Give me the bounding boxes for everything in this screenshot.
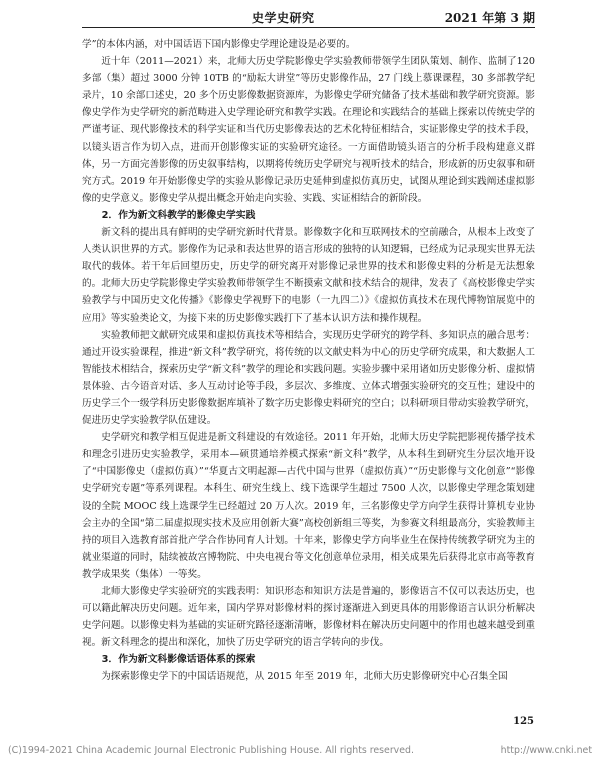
article-body	[82, 36, 535, 686]
issue-label: 2021 年第 3 期	[444, 11, 535, 25]
page-number: 125	[513, 716, 534, 727]
footer-link[interactable]: http://www.cnki.net	[500, 745, 592, 756]
section-heading: 3．作为新文科影像话语体系的探索	[101, 654, 256, 666]
paragraph: 为探索影像史学下的中国话语规范，从 2015 年至 2019 年，北师大历史影像研究中心召集全国	[101, 671, 508, 683]
paragraph: 北师大影像史学实验研究的实践表明：知识形态和知识方法是普遍的，影像语言不仅可以表达历史，也可以籍此解决历史问题。近年来，国内学界对影像材料的探讨逐渐进入到更具体的用影像语言认识分析解决史学问题。以影像史料为基础的实证研究路径逐渐清晰，影像材料在解决历史问题中的作用也越来越受到重视。新文科理念的提出和深化，加快了历史学研究的语言学转向的步伐。	[82, 586, 535, 649]
journal-name: 史学史研究	[252, 11, 315, 25]
paragraph-continued: 学”的本体内涵，对中国话语下国内影像史学理论建设是必要的。	[82, 39, 356, 50]
running-header	[0, 0, 600, 30]
paragraph: 近十年（2011—2021）来，北师大历史学院影像史学实验教师带领学生团队策划、制作、监制了120 多部（集）超过 3000 分钟 10TB 的“励耘大讲堂”等历史影像作品，27 门线上慕课课程，30 多部教学纪录片，10 余部口述史，20 多个历史影像数据资源库，为影像史学研究储备了技术基础和教学研究资源。影像史学作为史学研究的新范畴进入史学理论研究和教学实践。在理论和实践结合的基础上探索以传统史学的严谨考证、现代影像技术的科学实证和当代历史影像表达的艺术化特征相结合，实证影像史学的技术手段，以镜头语言作为切入点，进而开创影像实证的实验研究途径。一方面借助镜头语言的分析手段构建意义群体，另一方面完善影像的历史叙事结构，以期将传统历史学研究与视听技术的结合，形成新的历史叙事和研究方式。2019 年开始影像史学的实验从影像记录历史延伸到虚拟仿真历史，试图从理论到实践阐述虚拟影像的史学意义。影像史学从提出概念开始走向实验、实践、实证相结合的新阶段。	[82, 56, 535, 204]
header-rule	[82, 27, 535, 28]
paragraph: 史学研究和教学相互促进是新文科建设的有效途径。2011 年开始，北师大历史学院把影视传播学技术和理念引进历史实验教学，采用本—硕贯通培养模式探索“新文科”教学，从本科生到研究生分层次地开设了“中国影像史（虚拟仿真）”“华夏古文明起源—古代中国与世界（虚拟仿真）”“历史影像与文化创意”“影像史学研究专题”等系列课程。本科生、研究生线上、线下选课学生超过 7500 人次，以影像史学理念策划建设的全院 MOOC 线上选课学生已经超过 20 万人次。2019 年，三名影像史学方向学生获得计算机专业协会主办的全国“第二届虚拟现实技术及应用创新大赛”高校创新组三等奖，为参赛文科组最高分，实验教师主持的项目入选教育部首批产学合作协同育人计划。十年来，影像史学方向毕业生在保持传统教学研究为主的就业渠道的同时，陆续被故宫博物院、中央电视台等文化创意单位录用，相关成果先后获得北京市高等教育教学成果奖（集体）一等奖。	[82, 432, 535, 580]
copyright-notice: (C)1994-2021 China Academic Journal Electronic Publishing House. All rights reserved.	[8, 745, 414, 756]
footer-bar	[0, 741, 600, 763]
paragraph: 实验教师把文献研究成果和虚拟仿真技术等相结合，实现历史学研究的跨学科、多知识点的融合思考：通过开设实验课程，推进“新文科”教学研究，将传统的以文献史料为中心的历史学研究成果，和大数据人工智能技术相结合，探索历史学“新文科”教学的理论和实践问题。实验步骤中采用诸如历史影像分析、虚拟情景体验、古今语音对话、多人互动讨论等手段，多层次、多维度、立体式增强实验研究的交互性；建设中的历史学三个一级学科历史影像数据库填补了数字历史影像史料研究的空白；以科研项目带动实验教学研究，促进历史学实验教学队伍建设。	[82, 329, 535, 427]
section-heading: 2．作为新文科教学的影像史学实践	[101, 209, 256, 221]
paragraph: 新文科的提出具有鲜明的史学研究新时代背景。影像数字化和互联网技术的空前融合，从根本上改变了人类认识世界的方式。影像作为记录和表达世界的语言形成的独特的认知逻辑，已经成为记录现实世界无法取代的载体。若干年后回望历史，历史学的研究离开对影像记录世界的技术和影像史料的分析是无法想象的。北师大历史学院影像史学实验教师带领学生不断摸索文献和技术结合的规律，发表了《高校影像史学实验教学与中国历史文化传播》《影像史学视野下的电影（一九四二）》《虚拟仿真技术在现代博物馆展览中的应用》等实验类论文，为接下来的历史影像实践打下了基本认识方法和操作规程。	[82, 227, 535, 324]
